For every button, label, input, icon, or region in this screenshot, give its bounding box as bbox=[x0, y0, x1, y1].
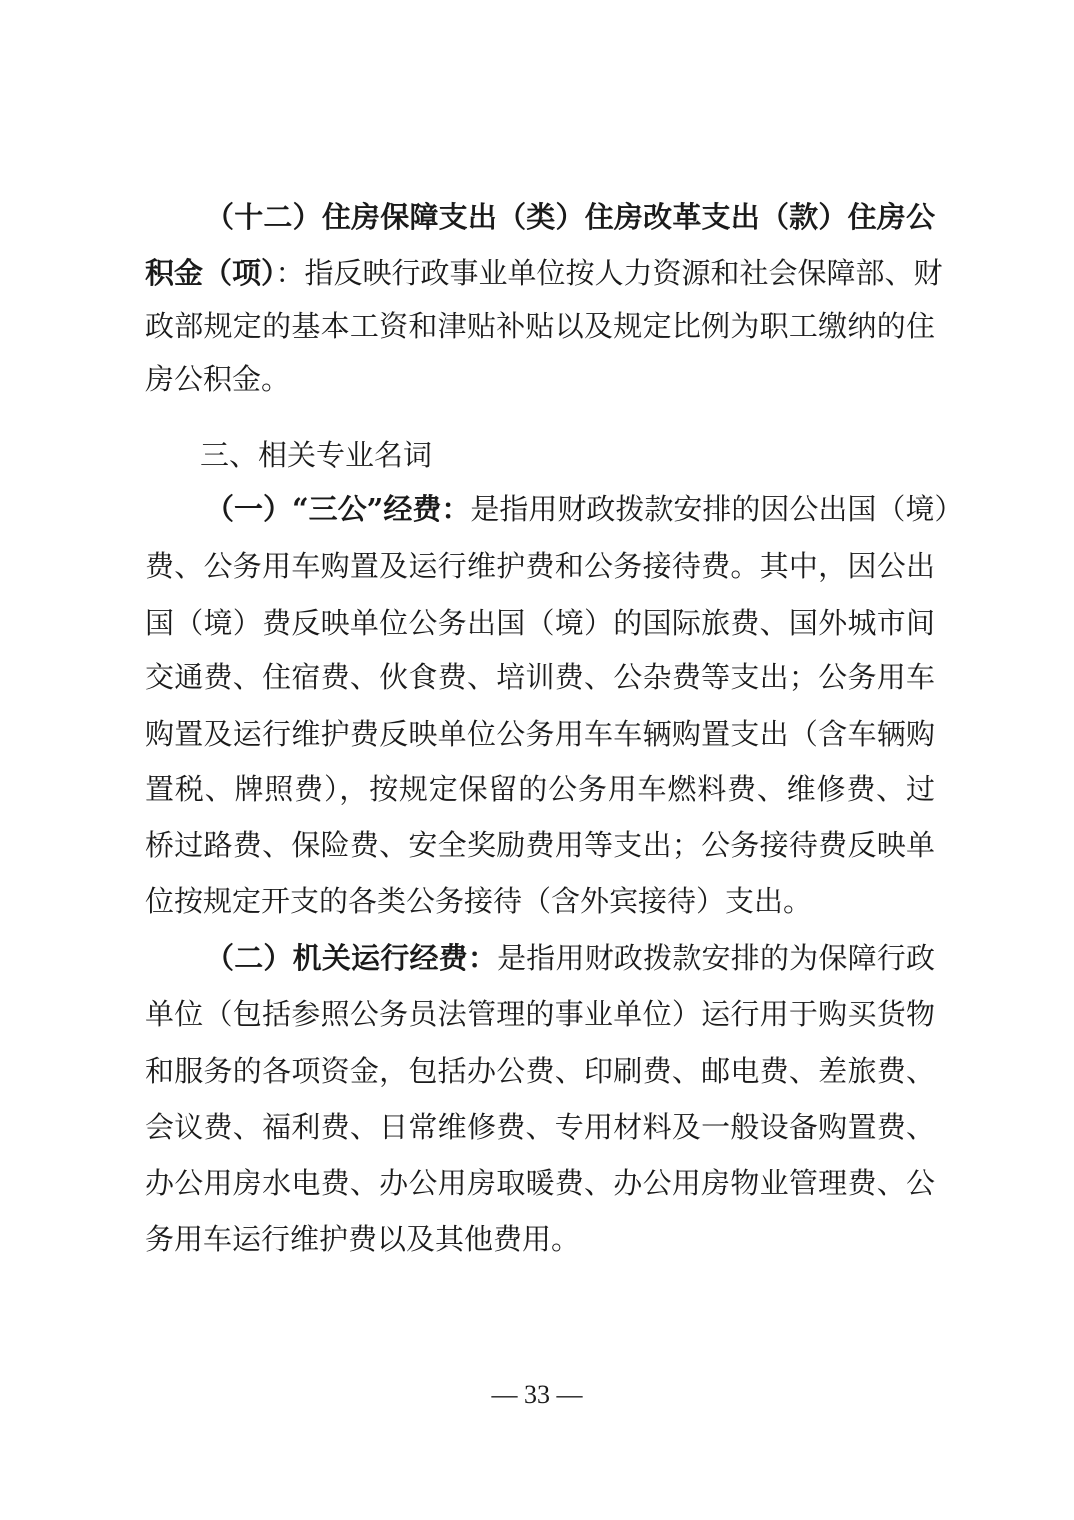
section12-title-part1: （十二）住房保障支出（类）住房改革支出（款）住房公 bbox=[205, 200, 935, 234]
section12-title-part2: 积金（项） bbox=[145, 256, 276, 290]
item1-title: （一）“三公”经费： bbox=[205, 492, 471, 526]
item1-line6: 置税、牌照费），按规定保留的公务用车燃料费、维修费、过 bbox=[145, 772, 935, 806]
item2-line2: 单位（包括参照公务员法管理的事业单位）运行用于购买货物 bbox=[145, 997, 935, 1031]
item1-line1 bbox=[205, 490, 964, 528]
item1-line1-text: 是指用财政拨款安排的因公出国（境） bbox=[470, 492, 964, 526]
item1-line3: 国（境）费反映单位公务出国（境）的国际旅费、国外城市间 bbox=[145, 606, 935, 640]
section12-line3: 政部规定的基本工资和津贴补贴以及规定比例为职工缴纳的住 bbox=[145, 309, 935, 343]
section12-line1 bbox=[205, 198, 935, 236]
item1-line8: 位按规定开支的各类公务接待（含外宾接待）支出。 bbox=[145, 884, 813, 918]
item1-line5: 购置及运行维护费反映单位公务用车车辆购置支出（含车辆购 bbox=[145, 717, 935, 751]
item2-line5: 办公用房水电费、办公用房取暖费、办公用房物业管理费、公 bbox=[145, 1166, 935, 1200]
section12-line4: 房公积金。 bbox=[145, 362, 291, 396]
page-number: — 33 — bbox=[491, 1380, 583, 1409]
item1-line4: 交通费、住宿费、伙食费、培训费、公杂费等支出；公务用车 bbox=[145, 660, 935, 694]
item2-line3: 和服务的各项资金，包括办公费、印刷费、邮电费、差旅费、 bbox=[145, 1054, 935, 1088]
section12-line2-text: ：指反映行政事业单位按人力资源和社会保障部、财 bbox=[275, 256, 943, 290]
item2-line4: 会议费、福利费、日常维修费、专用材料及一般设备购置费、 bbox=[145, 1110, 935, 1144]
item2-title: （二）机关运行经费： bbox=[205, 941, 498, 975]
item2-line1 bbox=[205, 939, 935, 977]
item2-line1-text: 是指用财政拨款安排的为保障行政 bbox=[497, 941, 935, 975]
item1-line7: 桥过路费、保险费、安全奖励费用等支出；公务接待费反映单 bbox=[145, 828, 935, 862]
item2-line6: 务用车运行维护费以及其他费用。 bbox=[145, 1222, 581, 1256]
section3-heading: 三、相关专业名词 bbox=[200, 438, 433, 472]
item1-line2: 费、公务用车购置及运行维护费和公务接待费。其中，因公出 bbox=[145, 549, 935, 583]
section12-line2 bbox=[145, 254, 943, 292]
